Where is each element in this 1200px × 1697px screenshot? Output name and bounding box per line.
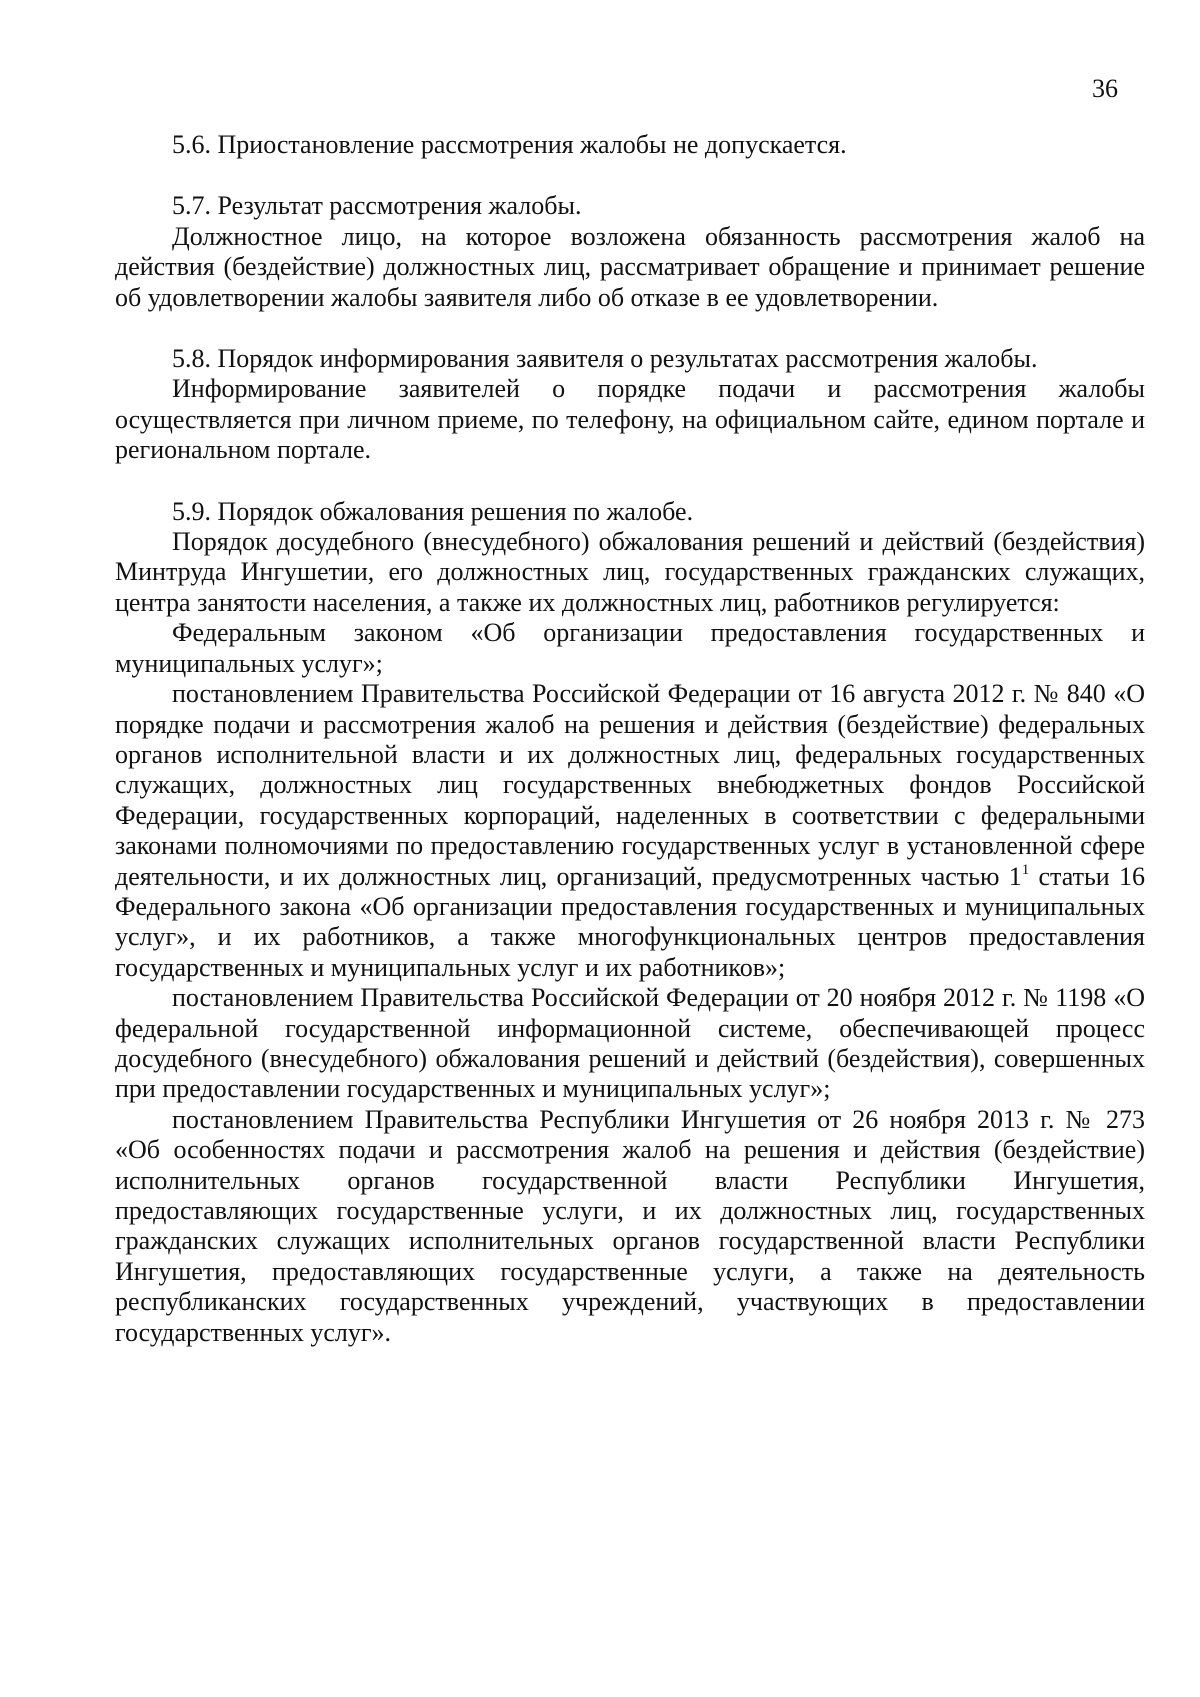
section-5-6-paragraph: 5.6. Приостановление рассмотрения жалобы не допускается.: [172, 130, 847, 159]
section-5-7-paragraph: Должностное лицо, на которое возложена обязанность рассмотрения жалоб на действия (бездействие) должностных лиц, рассматривает обращение и принимает решение об удовлетворении жалобы заявителя либо об отказе в ее удовлетворении.: [115, 221, 1145, 312]
resolution-840-text-part-1: постановлением Правительства Российской Федерации от 16 августа 2012 г. № 840 «О порядке подачи и рассмотрения жалоб на решения и действия (бездействие) федеральных органов исполнительной власти и их должностных лиц, федеральных государственных служащих, должностных лиц государственных внебюджетных фондов Российской Федерации, государственных корпораций, наделенных в соответствии с федеральными законами полномочиями по предоставлению государственных услуг в установленной сфере деятельности, и их должностных лиц, организаций, предусмотренных частью 1: [115, 679, 1145, 891]
resolution-840-item: [115, 679, 1145, 983]
section-5-7-heading: 5.7. Результат рассмотрения жалобы.: [172, 191, 582, 221]
section-5-9-heading: 5.9. Порядок обжалования решения по жалобе.: [172, 496, 694, 526]
federal-law-item: Федеральным законом «Об организации предоставления государственных и муниципальных услуг»;: [115, 618, 1145, 678]
resolution-273-item: постановлением Правительства Республики Ингушетия от 26 ноября 2013 г. № 273 «Об особенностях подачи и рассмотрения жалоб на решения и действия (бездействие) исполнительных органов государственной власти Республики Ингушетия, предоставляющих государственные услуги, и их должностных лиц, государственных гражданских служащих исполнительных органов государственной власти Республики Ингушетия, предоставляющих государственные услуги, а также на деятельность республиканских государственных учреждений, участвующих в предоставлении государственных услуг».: [115, 1104, 1145, 1347]
document-body: [115, 130, 1145, 1348]
section-5-8-heading: 5.8. Порядок информирования заявителя о результатах рассмотрения жалобы.: [172, 344, 1038, 374]
section-5-8-paragraph: Информирование заявителей о порядке подачи и рассмотрения жалобы осуществляется при личном приеме, по телефону, на официальном сайте, едином портале и региональном портале.: [115, 374, 1145, 465]
resolution-1198-item: постановлением Правительства Российской Федерации от 20 ноября 2012 г. № 1198 «О федеральной государственной информационной системе, обеспечивающей процесс досудебного (внесудебного) обжалования решений и действий (бездействия), совершенных при предоставлении государственных и муниципальных услуг»;: [115, 983, 1145, 1104]
resolution-840-text-part-2: статьи 16 Федерального закона «Об организации предоставления государственных и муниципальных услуг», и их работников, а также многофункциональных центров предоставления государственных и муниципальных услуг и их работников»;: [115, 861, 1145, 982]
page-number: 36: [1092, 74, 1118, 103]
footnote-superscript: 1: [1021, 861, 1030, 878]
section-5-9-intro-paragraph: Порядок досудебного (внесудебного) обжалования решений и действий (бездействия) Минтруда Ингушетии, его должностных лиц, государственных гражданских служащих, центра занятости населения, а также их должностных лиц, работников регулируется:: [115, 527, 1145, 617]
